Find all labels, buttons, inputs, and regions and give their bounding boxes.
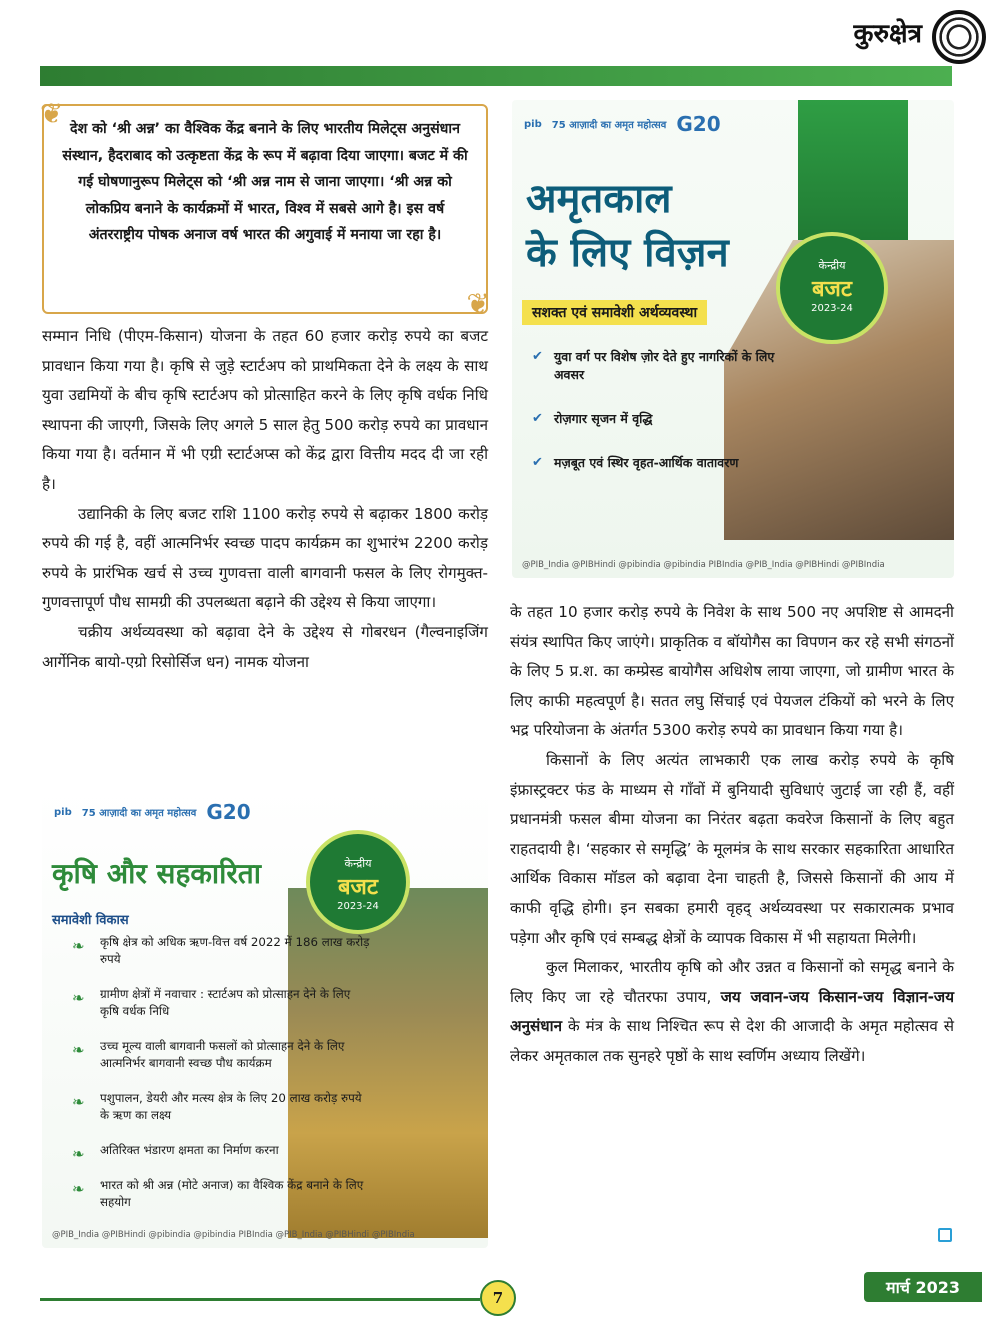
- paragraph: के तहत 10 हजार करोड़ रुपये के निवेश के साथ 500 नए अपशिष्ट से आमदनी संयंत्र स्थापित किए जाएंगे। प्राकृतिक व बॉयोगैस का विपणन कर रहे सभी संगठनों के लिए 5 प्र.श. का कम्प्रेस्ड बायोगैस अधिशेष लाया जाएगा, जो ग्रामीण भारत के लिए काफी महत्वपूर्ण है। सतत लघु सिंचाई एवं पेयजल टंकियों को भरने के लिए भद्र परियोजना के अंतर्गत 5300 करोड़ रुपये का प्रावधान किया गया है।: [510, 603, 954, 740]
- check-icon: ✔: [532, 455, 543, 470]
- list-item: ✔ मज़बूत एवं स्थिर वृहत-आर्थिक वातावरण: [532, 455, 739, 470]
- infographic-vision: [512, 100, 954, 578]
- leaf-icon: ❧: [72, 937, 85, 955]
- check-icon: ✔: [532, 411, 543, 426]
- social-handles: @PIB_India @PIBHindi @pibindia @pibindia PIBIndia @PIB_India @PIBHindi @PIBIndia: [52, 1230, 415, 1240]
- list-item: ❧ भारत को श्री अन्न (मोटे अनाज) का वैश्विक केंद्र बनाने के लिए सहयोग: [72, 1178, 364, 1209]
- ornament-icon: ❦: [466, 287, 490, 320]
- g20-logo: G20: [676, 112, 721, 136]
- end-mark-icon: [938, 1228, 952, 1242]
- logo-row: [54, 800, 251, 824]
- ornament-icon: ❦: [40, 97, 64, 130]
- budget-badge: केन्द्रीय बजट 2023-24: [306, 830, 410, 934]
- agriculture-list: [72, 934, 372, 1229]
- leaf-icon: ❧: [72, 1180, 85, 1198]
- leaf-icon: ❧: [72, 1093, 85, 1111]
- g20-logo: G20: [206, 800, 251, 824]
- paragraph: किसानों के लिए अत्यंत लाभकारी एक लाख करोड़ रुपये के कृषि इंफ्रास्ट्रक्टर फंड के माध्यम से गाँवों में बुनियादी सुविधाएं जुटाई जा रही हैं, वहीं प्रधानमंत्री फसल बीमा योजना का निरंतर बढ़ता कवरेज किसानों के लिए बहुत राहतदायी है। ‘सहकार से समृद्धि’ के मूलमंत्र के साथ सरकार सहकारिता आधारित आर्थिक विकास मॉडल को बढ़ावा देना चाहती है, जिससे किसानों की आय में काफी वृद्धि होगी। इन सबका हमारी वृहद् अर्थव्यवस्था पर सकारात्मक प्रभाव पड़ेगा और कृषि एवं सम्बद्ध क्षेत्रों के व्यापक विकास में भी सहायता मिलेगी।: [510, 750, 954, 947]
- check-icon: ✔: [532, 349, 543, 364]
- right-column-text: [510, 598, 954, 1072]
- left-column-text: [42, 322, 488, 677]
- infographic-agriculture: [42, 788, 488, 1248]
- agriculture-subhead: समावेशी विकास: [52, 913, 129, 928]
- vision-subhead: सशक्त एवं समावेशी अर्थव्यवस्था: [522, 300, 707, 325]
- list-item: ❧ ग्रामीण क्षेत्रों में नवाचार : स्टार्टअप को प्रोत्साहन देने के लिए कृषि वर्धक निधि: [72, 987, 351, 1018]
- vision-list: [532, 348, 782, 498]
- issue-month: मार्च 2023: [864, 1272, 982, 1302]
- list-item: ❧ पशुपालन, डेयरी और मत्स्य क्षेत्र के लिए 20 लाख करोड़ रुपये के ऋण का लक्ष्य: [72, 1091, 362, 1122]
- magazine-title: कुरुक्षेत्र: [853, 19, 922, 49]
- logo-row: [524, 112, 721, 136]
- header-band: [40, 66, 952, 86]
- amrit-mahotsav-logo: 75 आज़ादी का अमृत महोत्सव: [551, 120, 667, 131]
- pib-logo: pib: [54, 806, 72, 818]
- leaf-icon: ❧: [72, 1145, 85, 1163]
- vision-title: अमृतकाल के लिए विज़न: [526, 176, 729, 276]
- quote-box: [40, 97, 490, 320]
- list-item: ✔ रोज़गार सृजन में वृद्धि: [532, 411, 653, 426]
- leaf-icon: ❧: [72, 1041, 85, 1059]
- pib-logo: pib: [524, 118, 542, 130]
- list-item: ❧ उच्च मूल्य वाली बागवानी फसलों को प्रोत्साहन देने के लिए आत्मनिर्भर बागवानी स्वच्छ पौध कार्यक्रम: [72, 1039, 345, 1070]
- page-number: 7: [480, 1280, 516, 1316]
- list-item: ✔ युवा वर्ग पर विशेष ज़ोर देते हुए नागरिकों के लिए अवसर: [532, 349, 775, 382]
- amrit-mahotsav-logo: 75 आज़ादी का अमृत महोत्सव: [81, 808, 197, 819]
- paragraph: सम्मान निधि (पीएम-किसान) योजना के तहत 60 हजार करोड़ रुपये का बजट प्रावधान किया गया है। कृषि से जुड़े स्टार्टअप को प्राथमिकता देने के लक्ष्य के साथ युवा उद्यमियों के बीच कृषि स्टार्टअप को प्रोत्साहित करने के लिए कृषि वर्धक निधि स्थापना की जाएगी, जिसके लिए अगले 5 साल हेतु 500 करोड़ रुपये का प्रावधान किया गया है। वर्तमान में भी एग्री स्टार्टअप्स को केंद्र द्वारा वित्तीय मदद दी जा रही है।: [42, 327, 488, 493]
- leaf-icon: ❧: [72, 989, 85, 1007]
- magazine-emblem-icon: [932, 10, 986, 64]
- paragraph: कुल मिलाकर, भारतीय कृषि को और उन्नत व किसानों को समृद्ध बनाने के लिए किए जा रहे चौतरफा उपाय, जय जवान-जय किसान-जय विज्ञान-जय अनुसंधान के मंत्र के साथ निश्चित रूप से देश की आजादी के अमृत महोत्सव से लेकर अमृतकाल तक सुनहरे पृष्ठों के साथ स्वर्णिम अध्याय लिखेंगे।: [510, 958, 955, 1065]
- budget-badge: केन्द्रीय बजट 2023-24: [776, 232, 888, 344]
- paragraph: चक्रीय अर्थव्यवस्था को बढ़ावा देने के उद्देश्य से गोबरधन (गैल्वनाइजिंग आर्गेनिक बायो-एग्रो रिसोर्सिज धन) नामक योजना: [42, 622, 488, 671]
- paragraph: उद्यानिकी के लिए बजट राशि 1100 करोड़ रुपये से बढ़ाकर 1800 करोड़ रुपये की गई है, वहीं आत्मनिर्भर स्वच्छ पादप कार्यक्रम का शुभारंभ 2200 करोड़ रुपये के प्रारंभिक खर्च से उच्च गुणवत्ता वाली बागवानी फसल के लिए रोगमुक्त-गुणवत्तापूर्ण पौध सामग्री की उपलब्धता बढ़ाने की उद्देश्य से किया जाएगा।: [42, 504, 488, 612]
- agriculture-title: कृषि और सहकारिता: [52, 857, 262, 890]
- quote-text: देश को ‘श्री अन्न’ का वैश्विक केंद्र बनाने के लिए भारतीय मिलेट्स अनुसंधान संस्थान, हैदराबाद को उत्कृष्टता केंद्र के रूप में बढ़ावा दिया जाएगा। बजट में की गई घोषणानुरूप मिलेट्स को ‘श्री अन्न नाम से जाना जाएगा। ‘श्री अन्न को लोकप्रिय बनाने के कार्यक्रमों में भारत, विश्व में सबसे आगे है। इस वर्ष अंतरराष्ट्रीय पोषक अनाज वर्ष भारत की अगुवाई में मनाया जा रहा है।: [62, 121, 468, 243]
- list-item: ❧ अतिरिक्त भंडारण क्षमता का निर्माण करना: [72, 1143, 279, 1163]
- list-item: ❧ कृषि क्षेत्र को अधिक ऋण-वित्त वर्ष 2022 में 186 लाख करोड़ रुपये: [72, 935, 370, 966]
- social-handles: @PIB_India @PIBHindi @pibindia @pibindia PIBIndia @PIB_India @PIBHindi @PIBIndia: [522, 560, 885, 570]
- footer-line: [40, 1298, 480, 1301]
